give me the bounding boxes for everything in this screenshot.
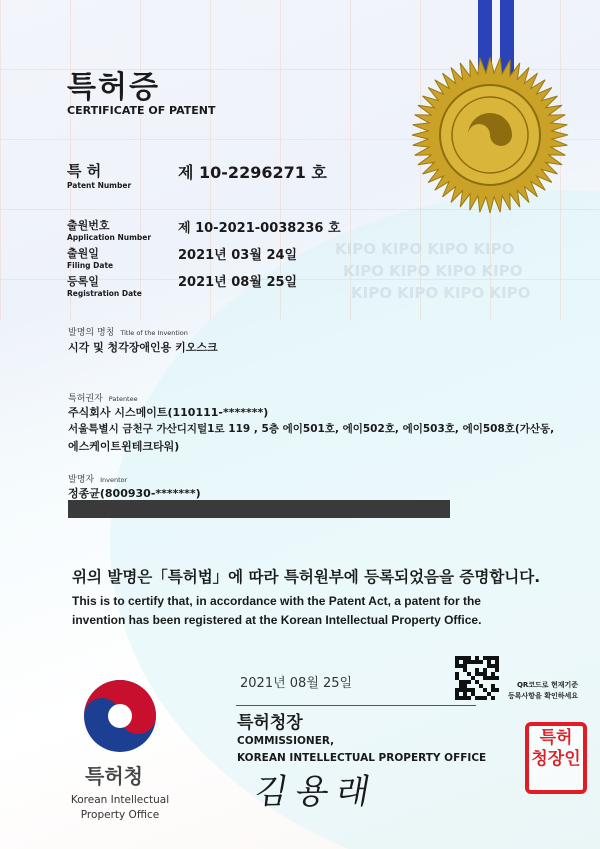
- patentee-info: 주식회사 시스메이트(110111-*******) 서울특별시 금천구 가산디지털1로 119 , 5층 에이501호, 에이502호, 에이503호, 에이508호(가산동, 에스케이트윈테크타워): [68, 406, 555, 453]
- filing-date: 2021년 03월 24일: [178, 248, 298, 263]
- page-title: 특허증: [67, 70, 160, 105]
- logo-text-en: Korean Intellectual Property Office: [70, 794, 170, 821]
- divider: [236, 705, 476, 706]
- certification-en: This is to certify that, in accordance with the Patent Act, a patent for the invention has been registered at the Korean Intellectual Property Office.: [72, 594, 482, 627]
- qr-code[interactable]: [455, 656, 499, 700]
- patentee-label: 특허권자 Patentee: [68, 394, 138, 404]
- application-number: 제 10-2021-0038236 호: [178, 221, 341, 236]
- qr-note: QR코드로 현재기준 등록사항을 확인하세요: [508, 681, 579, 700]
- patent-number-label: 특 허 Patent Number: [67, 162, 132, 190]
- logo-text-ko: 특허청: [85, 764, 143, 788]
- inventor-name: 정종균(800930-*******): [68, 487, 201, 500]
- registration-date: 2021년 08월 25일: [178, 275, 298, 290]
- inventor-label: 발명자 Inventor: [68, 475, 128, 485]
- page-subtitle: CERTIFICATE OF PATENT: [67, 104, 216, 117]
- registration-date-label: 등록일 Registration Date: [67, 275, 142, 298]
- official-stamp: 특허 청장인: [525, 722, 587, 794]
- certification-ko: 위의 발명은「특허법」에 따라 특허원부에 등록되었음을 증명합니다.: [72, 568, 541, 586]
- issue-date: 2021년 08월 25일: [240, 676, 353, 691]
- filing-date-label: 출원일 Filing Date: [67, 247, 114, 270]
- patent-number: 제 10-2296271 호: [178, 163, 327, 182]
- invention-title: 시각 및 청각장애인용 키오스크: [68, 341, 218, 354]
- commissioner-title-ko: 특허청장: [237, 713, 303, 733]
- watermark: KIPO KIPO KIPO KIPO KIPO KIPO KIPO KIPO KIPO KIPO KIPO KIPO: [335, 240, 531, 302]
- invention-title-label: 발명의 명칭 Title of the Invention: [68, 328, 188, 338]
- signature: 김용래: [251, 772, 382, 812]
- gold-seal: [410, 55, 570, 215]
- application-number-label: 출원번호 Application Number: [67, 219, 152, 242]
- kipo-logo-icon: [82, 678, 158, 754]
- redacted-bar: [68, 500, 450, 518]
- commissioner-title-en: COMMISSIONER, KOREAN INTELLECTUAL PROPERTY OFFICE: [237, 735, 487, 764]
